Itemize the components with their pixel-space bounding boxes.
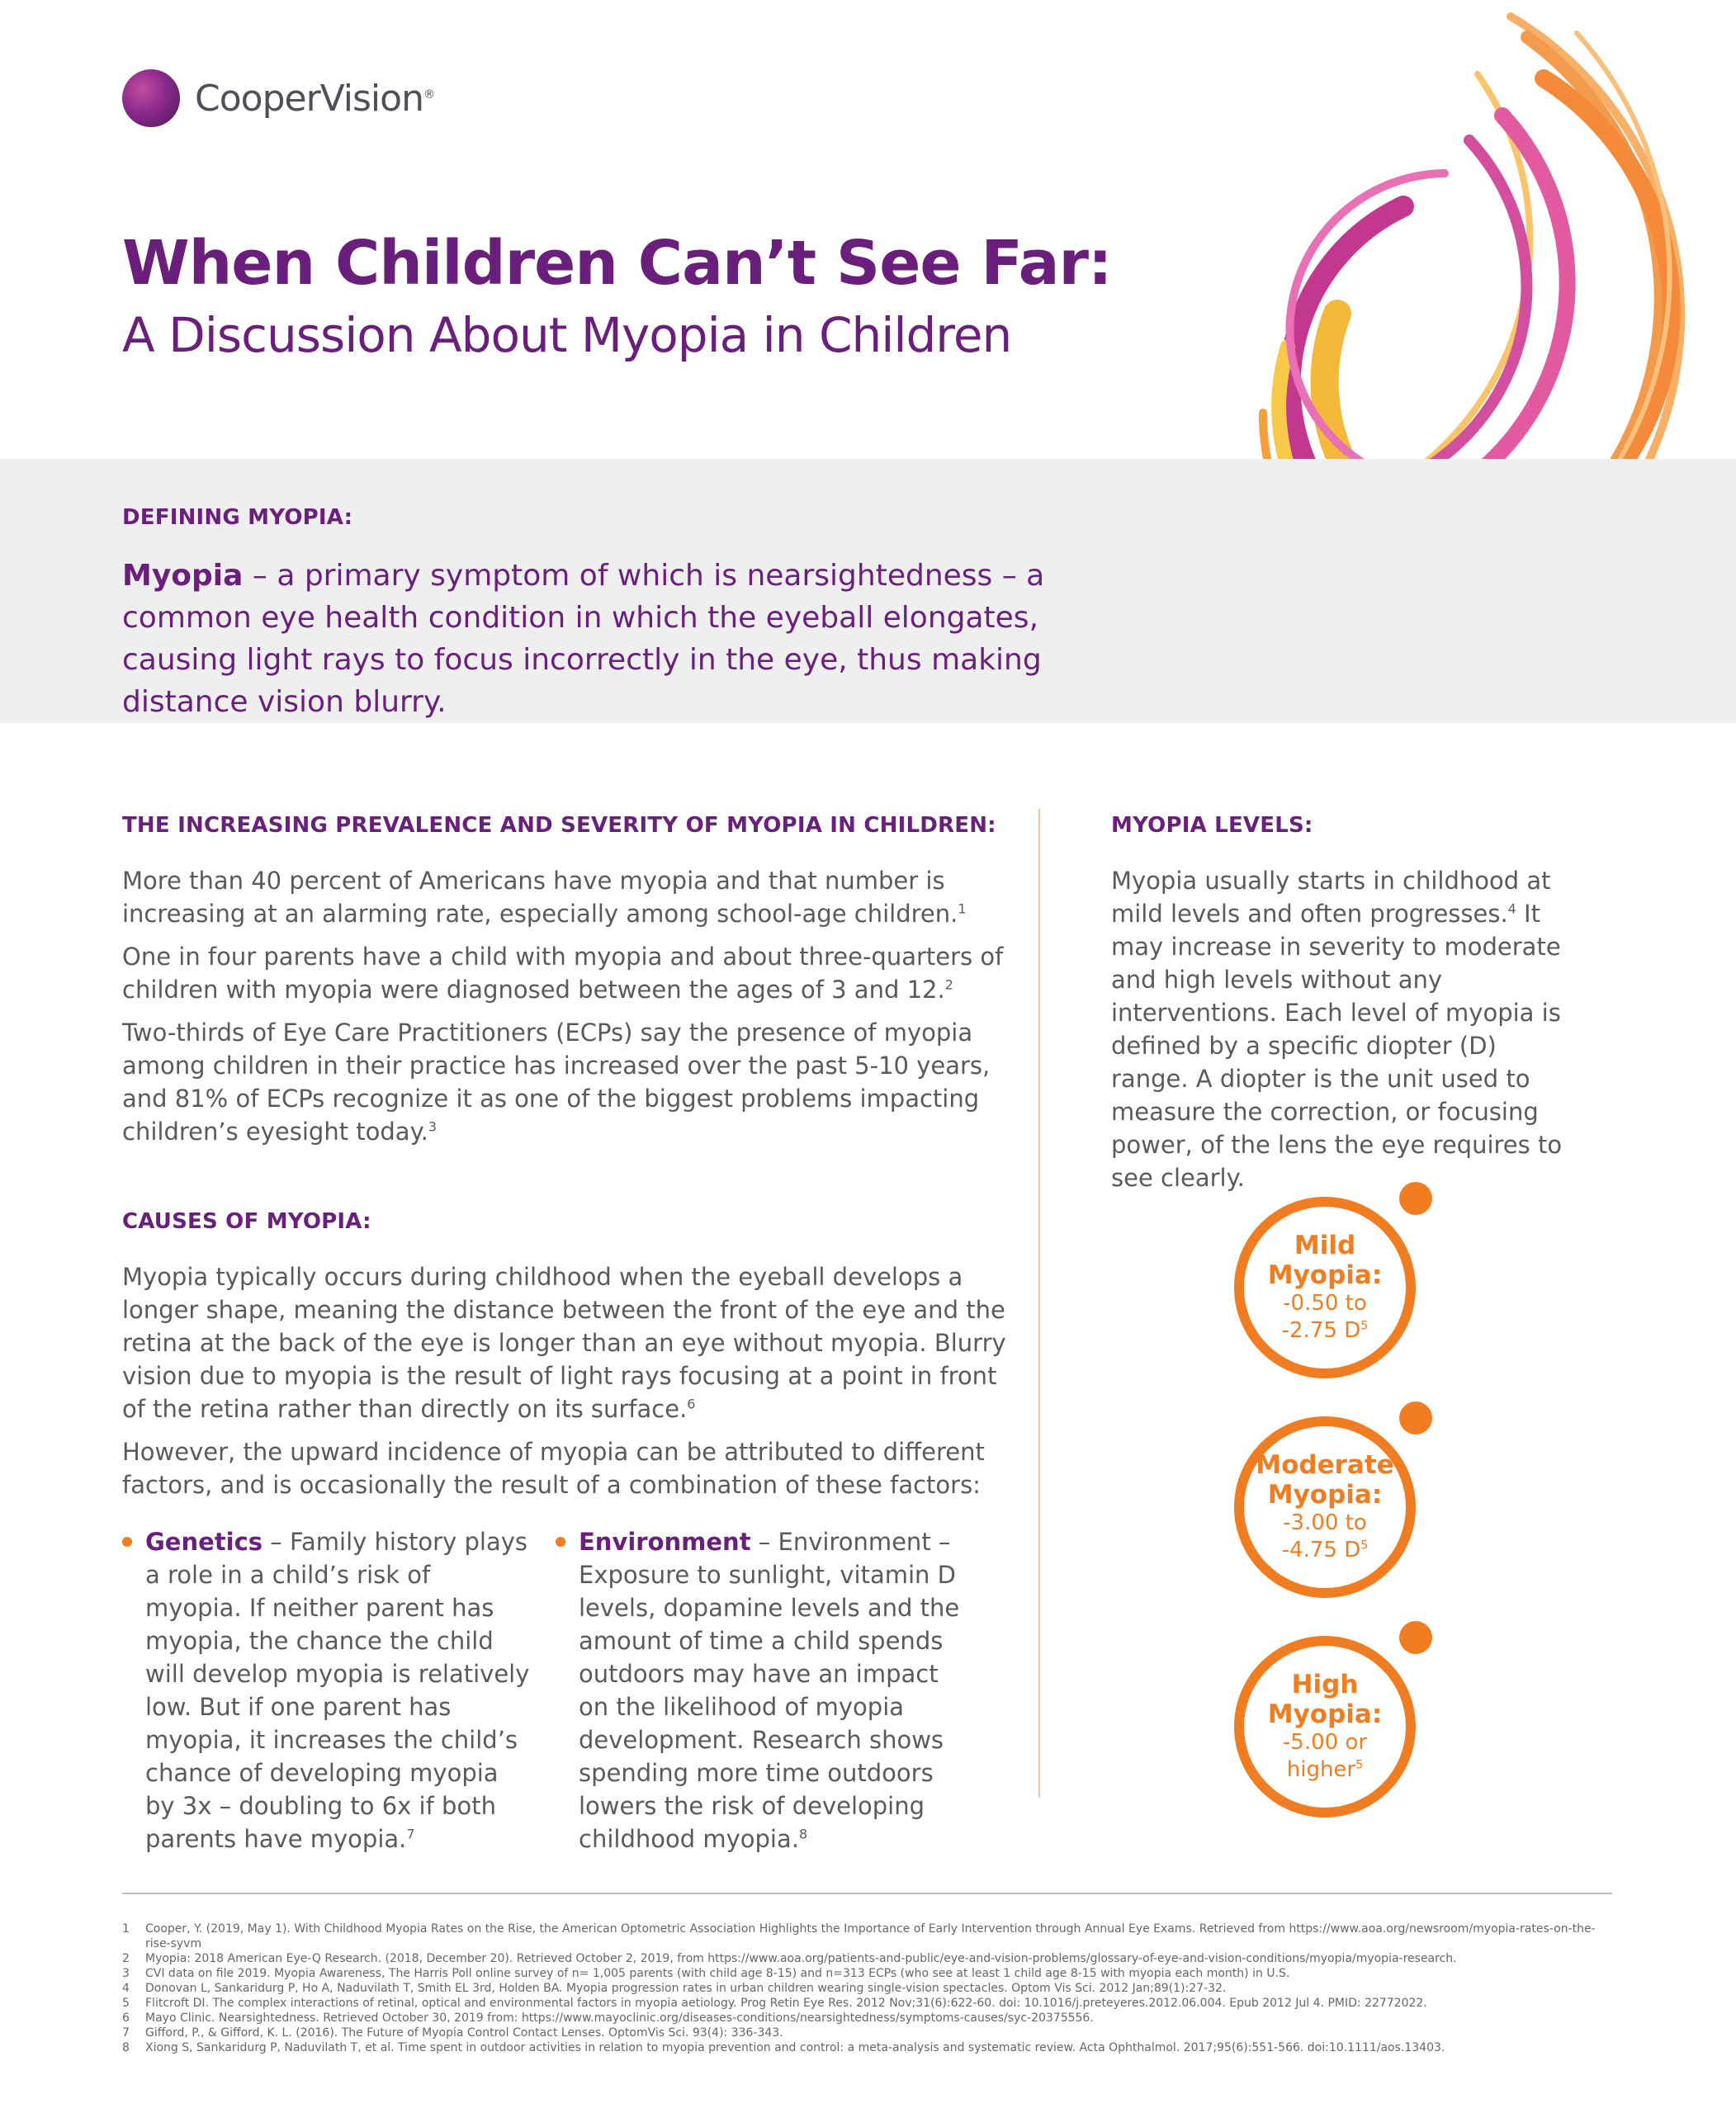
defining-myopia-heading: DEFINING MYOPIA:: [122, 505, 353, 530]
myopia-levels-heading: MYOPIA LEVELS:: [1111, 813, 1313, 838]
reference-item: 8 Xiong S, Sankaridurg P, Naduvilath T, et al. Time spent in outdoor activities in relation to myopia prevention and control: a meta-analysis and systematic review. Acta Ophthalmol. 2017;95(6):551-566. doi:10.1111/aos.13403.: [122, 2041, 1445, 2054]
prevalence-paragraph-2: One in four parents have a child with myopia and about three-quarters of children with myopia were diagnosed between the ages of 3 and 12.$^2$: [122, 943, 1004, 1004]
list-item-environment: Environment – Environment – Exposure to sunlight, vitamin D levels, dopamine levels and the amount of time a child spends outdoors may have an impact on the likelihood of myopia development. Research shows spending more time outdoors lowers the risk of developing childhood myopia.$^8$: [556, 1525, 989, 1855]
badge-knob-icon: [1399, 1402, 1432, 1435]
mild-myopia-badge: Mild Myopia: -0.50 to -2.75 $D^5$: [1218, 1180, 1432, 1395]
brand-name: CooperVision®: [195, 77, 434, 120]
reference-item: 3 CVI data on file 2019. Myopia Awareness, The Harris Poll online survey of n= 1,005 parents (with child age 8-15) and n=313 ECPs (who see at least 1 child age 8-15 with myopia each month) in U.S.: [122, 1967, 1290, 1980]
bullet-dot-icon: [122, 1537, 132, 1547]
references-list: [122, 1922, 1612, 2055]
causes-paragraph-1: Myopia typically occurs during childhood when the eyeball develops a longer shape, meaning the distance between the front of the eye and the retina at the back of the eye is longer than an eye without myopia. Blurry vision due to myopia is the result of light rays focusing at a point in front of the retina rather than directly on its surface.$^6$: [122, 1263, 1006, 1423]
reference-item: 7 Gifford, P., & Gifford, K. L. (2016). The Future of Myopia Control Contact Lenses. OptomVis Sci. 93(4): 336-343.: [122, 2026, 783, 2040]
myopia-levels-text: Myopia usually starts in childhood at mild levels and often progresses.$^4$ It may increase in severity to moderate and high levels without any interventions. Each level of myopia is defined by a specific diopter (D) range. A diopter is the unit used to measure the correction, or focusing power, of the lens the eye requires to see clearly.: [1111, 867, 1563, 1192]
prevalence-paragraph-3: Two-thirds of Eye Care Practitioners (ECPs) say the presence of myopia among children in their practice has increased over the past 5-10 years, and 81% of ECPs recognize it as one of the biggest problems impacting children’s eyesight today.$^3$: [122, 1019, 991, 1146]
causes-section: [122, 1209, 1018, 1511]
prevalence-paragraph-1: More than 40 percent of Americans have myopia and that number is increasing at an alarming rate, especially among school-age children.$^1$: [122, 867, 967, 928]
brand-logo: [122, 69, 434, 127]
causes-paragraph-2: However, the upward incidence of myopia can be attributed to different factors, and is occasionally the result of a combination of these factors:: [122, 1438, 985, 1499]
reference-item: 1 Cooper, Y. (2019, May 1). With Childhood Myopia Rates on the Rise, the American Optometric Association Highlights the Importance of Early Intervention through Annual Eye Exams. Retrieved from https://www.aoa.org/newsroom/myopia-rates-on-the-rise-syvm: [122, 1922, 1596, 1950]
page-subtitle: A Discussion About Myopia in Children: [122, 307, 1012, 363]
moderate-myopia-badge: Moderate Myopia: -3.00 to -4.75 $D^5$: [1218, 1400, 1432, 1614]
prevalence-section: [122, 813, 1014, 1158]
bullet-dot-icon: [556, 1537, 565, 1547]
reference-item: 4 Donovan L, Sankaridurg P, Ho A, Naduvilath T, Smith EL 3rd, Holden BA. Myopia progression rates in urban children wearing single-vision spectacles. Optom Vis Sci. 2012 Jan;89(1):27-32.: [122, 1982, 1227, 1995]
coopervision-logo-mark-icon: [122, 69, 180, 127]
causes-bullet-list: [122, 1525, 989, 1855]
list-item-genetics: Genetics – Family history plays a role in a child’s risk of myopia. If neither parent has myopia, the chance the child will develop myopia is relatively low. But if one parent has myopia, it increases the child’s chance of developing myopia by 3x – doubling to 6x if both parents have myopia.$^7$: [122, 1525, 556, 1855]
myopia-levels-section: [1111, 813, 1573, 1194]
reference-item: 2 Myopia: 2018 American Eye-Q Research. (2018, December 20). Retrieved October 2, 2019, from https://www.aoa.org/patients-and-public/eye-and-vision-problems/glossary-of-eye-and-vision-conditions/myopia/myopia-research.: [122, 1952, 1457, 1965]
page-title: When Children Can’t See Far:: [122, 228, 1112, 299]
references-divider: [122, 1893, 1612, 1894]
myopia-term: Myopia: [122, 559, 244, 593]
high-myopia-badge: High Myopia: -5.00 or higher$^5$: [1218, 1619, 1432, 1834]
reference-item: 6 Mayo Clinic. Nearsightedness. Retrieved October 30, 2019 from: https://www.mayoclinic.org/diseases-conditions/nearsightedness/symptoms-causes/syc-20375556.: [122, 2011, 1094, 2025]
causes-heading: CAUSES OF MYOPIA:: [122, 1209, 371, 1234]
myopia-definition: Myopia – a primary symptom of which is nearsightedness – a common eye health condition in which the eyeball elongates, causing light rays to focus incorrectly in the eye, thus making distance vision blurry.: [122, 559, 1045, 719]
badge-knob-icon: [1399, 1182, 1432, 1215]
reference-item: 5 Flitcroft DI. The complex interactions of retinal, optical and environmental factors in myopia aetiology. Prog Retin Eye Res. 2012 Nov;31(6):622-60. doi: 10.1016/j.preteyeres.2012.06.004. Epub 2012 Jul 4. PMID: 22772022.: [122, 1997, 1427, 2010]
column-divider: [1038, 809, 1040, 1798]
badge-knob-icon: [1399, 1621, 1432, 1654]
prevalence-heading: THE INCREASING PREVALENCE AND SEVERITY OF MYOPIA IN CHILDREN:: [122, 813, 996, 838]
